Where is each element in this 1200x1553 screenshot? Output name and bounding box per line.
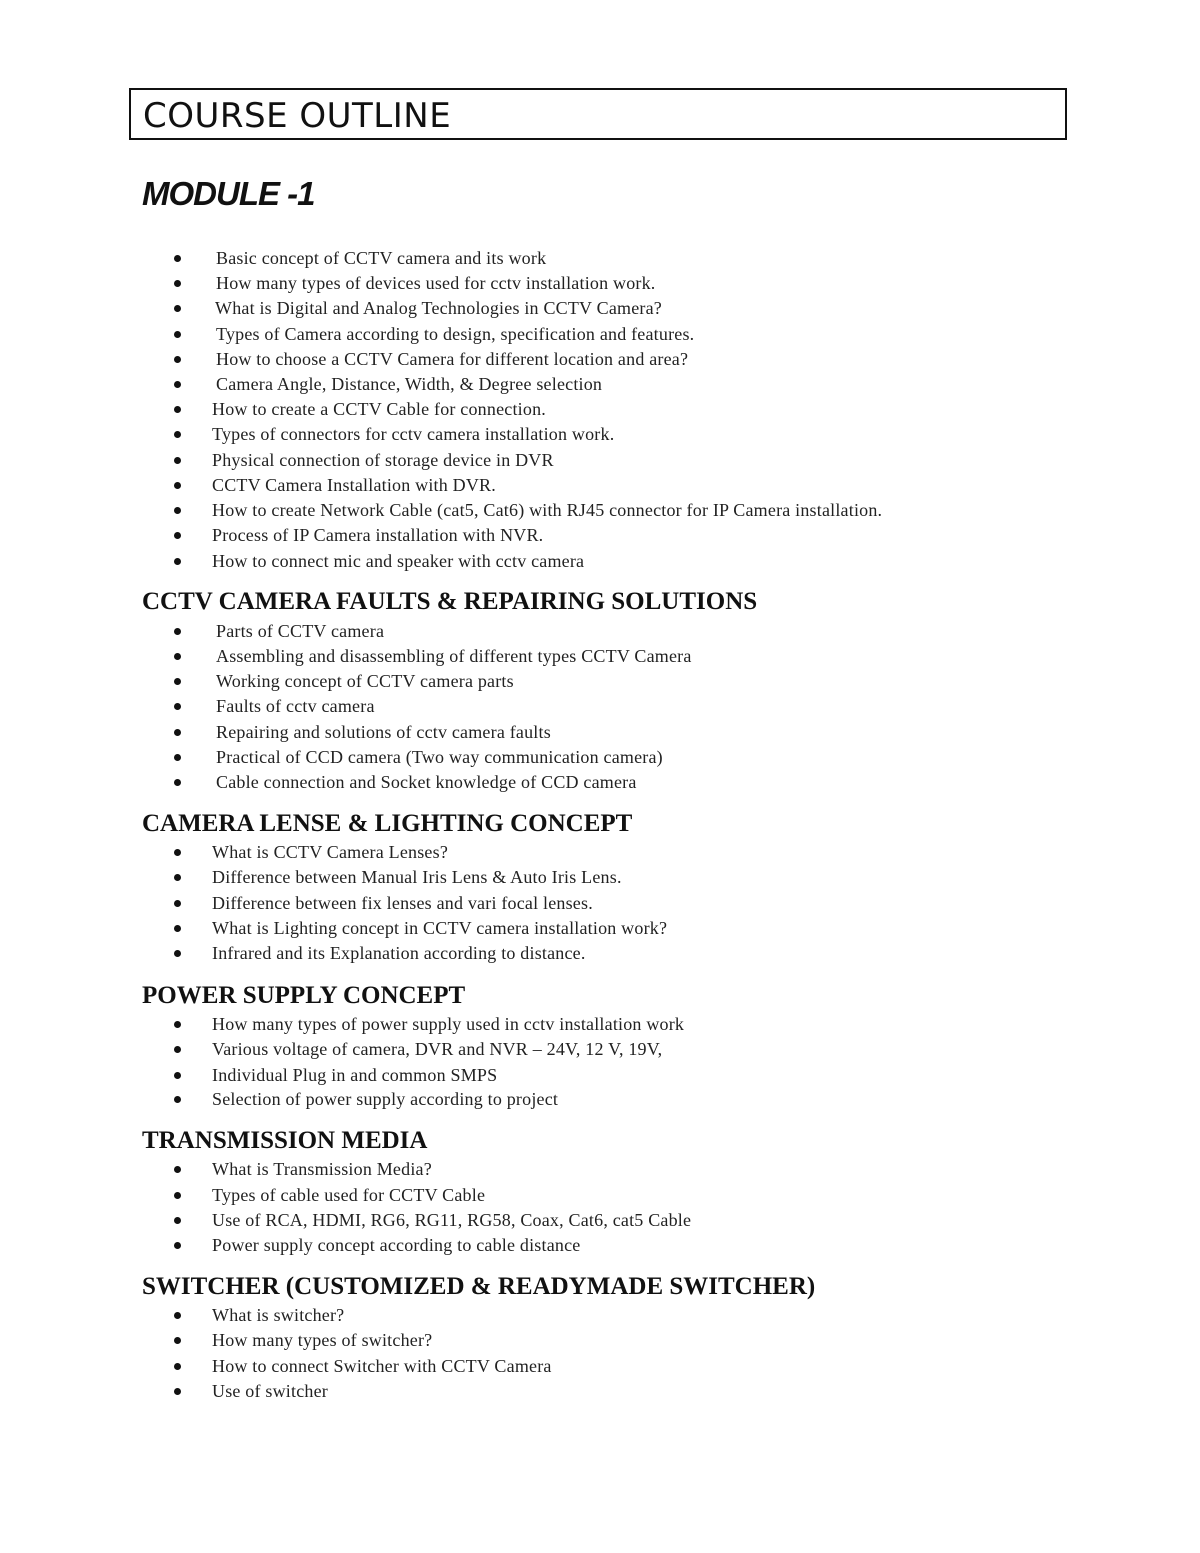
- bullet-icon: [174, 1021, 181, 1028]
- module-list-item: [0, 347, 1200, 372]
- bullet-icon: [174, 356, 181, 363]
- section-heading: SWITCHER (CUSTOMIZED & READYMADE SWITCHER): [142, 1273, 816, 1300]
- list-item-text: How to create a CCTV Cable for connection.: [212, 399, 546, 419]
- section-list-item: [0, 891, 1200, 916]
- section-list-item: [0, 865, 1200, 890]
- list-item-text: Working concept of CCTV camera parts: [216, 671, 514, 691]
- list-item-text: Physical connection of storage device in DVR: [212, 450, 554, 470]
- section-list-item: [0, 1087, 1200, 1112]
- bullet-icon: [174, 1388, 181, 1395]
- section-list-item: [0, 694, 1200, 719]
- section-list-item: [0, 1233, 1200, 1258]
- list-item-text: What is CCTV Camera Lenses?: [212, 842, 449, 862]
- section-list-item: [0, 1157, 1200, 1182]
- bullet-icon: [174, 457, 181, 464]
- list-item-text: Practical of CCD camera (Two way communication camera): [216, 747, 663, 767]
- bullet-icon: [174, 1312, 181, 1319]
- list-item-text: How to connect mic and speaker with cctv camera: [212, 551, 585, 571]
- list-item-text: Repairing and solutions of cctv camera faults: [216, 722, 551, 742]
- bullet-icon: [174, 849, 181, 856]
- bullet-icon: [174, 1046, 181, 1053]
- bullet-icon: [174, 305, 181, 312]
- bullet-icon: [174, 703, 181, 710]
- section-list-item: [0, 1012, 1200, 1037]
- list-item-text: Use of RCA, HDMI, RG6, RG11, RG58, Coax, Cat6, cat5 Cable: [212, 1210, 692, 1230]
- bullet-icon: [174, 779, 181, 786]
- section-list-item: [0, 840, 1200, 865]
- list-item-text: How many types of power supply used in cctv installation work: [212, 1014, 685, 1034]
- module-list-item: [0, 246, 1200, 271]
- bullet-icon: [174, 653, 181, 660]
- section-list-item: [0, 720, 1200, 745]
- list-item-text: Types of cable used for CCTV Cable: [212, 1185, 486, 1205]
- bullet-icon: [174, 431, 181, 438]
- list-item-text: Use of switcher: [212, 1381, 328, 1401]
- list-item-text: Camera Angle, Distance, Width, & Degree selection: [216, 374, 603, 394]
- module-list-item: [0, 322, 1200, 347]
- list-item-text: Difference between Manual Iris Lens & Auto Iris Lens.: [212, 867, 622, 887]
- bullet-icon: [174, 754, 181, 761]
- bullet-icon: [174, 950, 181, 957]
- module-list-item: [0, 372, 1200, 397]
- list-item-text: What is Transmission Media?: [212, 1159, 432, 1179]
- bullet-icon: [174, 482, 181, 489]
- list-item-text: Basic concept of CCTV camera and its work: [216, 248, 547, 268]
- bullet-icon: [174, 874, 181, 881]
- section-heading: CAMERA LENSE & LIGHTING CONCEPT: [142, 810, 633, 837]
- section-list-item: [0, 1063, 1200, 1088]
- list-item-text: CCTV Camera Installation with DVR.: [212, 475, 496, 495]
- section-list-item: [0, 1208, 1200, 1233]
- module-list-item: [0, 498, 1200, 523]
- module-list-item: [0, 448, 1200, 473]
- module-list-item: [0, 271, 1200, 296]
- section-list-item: [0, 941, 1200, 966]
- bullet-icon: [174, 558, 181, 565]
- list-item-text: Types of Camera according to design, specification and features.: [216, 324, 695, 344]
- bullet-icon: [174, 628, 181, 635]
- list-item-text: Selection of power supply according to project: [212, 1089, 559, 1109]
- module-list-item: [0, 397, 1200, 422]
- bullet-icon: [174, 532, 181, 539]
- bullet-icon: [174, 381, 181, 388]
- bullet-icon: [174, 729, 181, 736]
- section-list-item: [0, 745, 1200, 770]
- list-item-text: How to create Network Cable (cat5, Cat6) with RJ45 connector for IP Camera installation.: [212, 500, 883, 520]
- module-list-item: [0, 473, 1200, 498]
- bullet-icon: [174, 1337, 181, 1344]
- section-list-item: [0, 1354, 1200, 1379]
- bullet-icon: [174, 1242, 181, 1249]
- list-item-text: How many types of switcher?: [212, 1330, 433, 1350]
- module-list-item: [0, 549, 1200, 574]
- bullet-icon: [174, 255, 181, 262]
- section-heading: CCTV CAMERA FAULTS & REPAIRING SOLUTIONS: [142, 588, 758, 615]
- module-list-item: [0, 422, 1200, 447]
- section-list-item: [0, 644, 1200, 669]
- section-heading: TRANSMISSION MEDIA: [142, 1127, 428, 1154]
- section-list-item: [0, 770, 1200, 795]
- bullet-icon: [174, 925, 181, 932]
- course-outline-title: COURSE OUTLINE: [143, 96, 452, 136]
- bullet-icon: [174, 678, 181, 685]
- section-list-item: [0, 1379, 1200, 1404]
- list-item-text: Parts of CCTV camera: [216, 621, 385, 641]
- module-title: MODULE -1: [142, 175, 315, 212]
- list-item-text: Individual Plug in and common SMPS: [212, 1065, 498, 1085]
- bullet-icon: [174, 1192, 181, 1199]
- list-item-text: What is Lighting concept in CCTV camera installation work?: [212, 918, 668, 938]
- list-item-text: How to choose a CCTV Camera for different location and area?: [216, 349, 689, 369]
- section-list-item: [0, 1037, 1200, 1062]
- section-list-item: [0, 916, 1200, 941]
- list-item-text: Process of IP Camera installation with NVR.: [212, 525, 544, 545]
- list-item-text: Faults of cctv camera: [216, 696, 375, 716]
- bullet-icon: [174, 1096, 181, 1103]
- bullet-icon: [174, 406, 181, 413]
- bullet-icon: [174, 1217, 181, 1224]
- list-item-text: Various voltage of camera, DVR and NVR – 24V, 12 V, 19V,: [212, 1039, 663, 1059]
- list-item-text: Assembling and disassembling of different types CCTV Camera: [216, 646, 692, 666]
- list-item-text: How many types of devices used for cctv installation work.: [216, 273, 656, 293]
- bullet-icon: [174, 1072, 181, 1079]
- section-list-item: [0, 1303, 1200, 1328]
- list-item-text: What is Digital and Analog Technologies in CCTV Camera?: [215, 298, 662, 318]
- bullet-icon: [174, 507, 181, 514]
- bullet-icon: [174, 1166, 181, 1173]
- section-heading: POWER SUPPLY CONCEPT: [142, 982, 466, 1009]
- section-list-item: [0, 1183, 1200, 1208]
- list-item-text: Cable connection and Socket knowledge of CCD camera: [216, 772, 637, 792]
- section-list-item: [0, 619, 1200, 644]
- course-outline-title-box: [129, 88, 1067, 140]
- list-item-text: What is switcher?: [212, 1305, 345, 1325]
- list-item-text: Power supply concept according to cable distance: [212, 1235, 581, 1255]
- list-item-text: Infrared and its Explanation according to distance.: [212, 943, 586, 963]
- bullet-icon: [174, 1363, 181, 1370]
- module-list-item: [0, 296, 1200, 321]
- section-list-item: [0, 1328, 1200, 1353]
- bullet-icon: [174, 331, 181, 338]
- section-list-item: [0, 669, 1200, 694]
- list-item-text: How to connect Switcher with CCTV Camera: [212, 1356, 552, 1376]
- list-item-text: Types of connectors for cctv camera installation work.: [212, 424, 615, 444]
- bullet-icon: [174, 900, 181, 907]
- bullet-icon: [174, 280, 181, 287]
- module-list-item: [0, 523, 1200, 548]
- list-item-text: Difference between fix lenses and vari focal lenses.: [212, 893, 593, 913]
